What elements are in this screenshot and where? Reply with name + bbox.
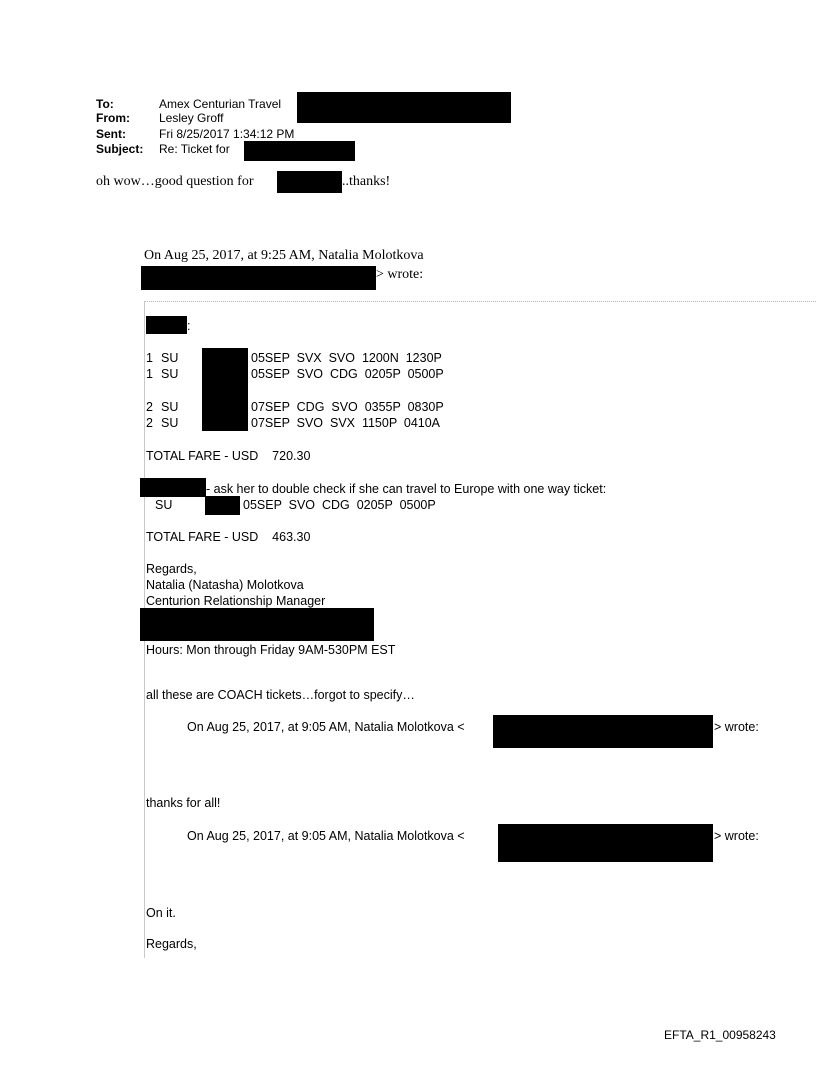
seg-carrier: SU	[161, 416, 179, 430]
note-text: - ask her to double check if she can travel to Europe with one way ticket:	[206, 482, 607, 496]
seg-details: 07SEP SVO SVX 1150P 0410A	[251, 416, 441, 430]
seg-details: 07SEP CDG SVO 0355P 0830P	[251, 400, 444, 414]
regards: Regards,	[146, 562, 197, 576]
nested-quote-suffix-1: > wrote:	[714, 720, 759, 734]
reply-text-after: ..thanks!	[342, 174, 391, 189]
subject-label: Subject:	[96, 142, 144, 156]
hours: Hours: Mon through Friday 9AM-530PM EST	[146, 643, 396, 657]
quote-divider	[144, 301, 816, 302]
seg-carrier: SU	[161, 351, 179, 365]
redaction-signature-contact	[140, 608, 374, 641]
seg-num: 2	[146, 400, 153, 414]
to-value: Amex Centurian Travel	[159, 97, 282, 111]
seg-carrier: SU	[161, 367, 179, 381]
seg-num: 2	[146, 416, 153, 430]
redaction-salutation	[146, 316, 187, 334]
redaction-note-name	[140, 478, 206, 497]
seg-carrier: SU	[161, 400, 179, 414]
thanks-line: thanks for all!	[146, 796, 221, 810]
signature-title: Centurion Relationship Manager	[146, 594, 326, 608]
nested-quote-header-2: On Aug 25, 2017, at 9:05 AM, Natalia Molotkova <	[187, 829, 465, 843]
seg-num: 1	[146, 351, 153, 365]
salutation-colon: :	[187, 319, 191, 333]
redaction-oneway-flight	[205, 496, 240, 515]
seg-details: 05SEP SVO CDG 0205P 0500P	[251, 367, 444, 381]
sent-label: Sent:	[96, 127, 126, 141]
redaction-subject	[244, 141, 355, 161]
redaction-nested-email-1	[493, 715, 713, 748]
redaction-to-email	[297, 92, 511, 123]
oneway-segment: 05SEP SVO CDG 0205P 0500P	[243, 498, 436, 512]
total-fare-oneway: TOTAL FARE - USD 463.30	[146, 530, 311, 544]
from-value: Lesley Groff	[159, 111, 224, 125]
redaction-reply-name	[277, 171, 342, 193]
bates-number: EFTA_R1_00958243	[664, 1028, 776, 1042]
redaction-flight-numbers	[202, 348, 248, 431]
nested-quote-header-1: On Aug 25, 2017, at 9:05 AM, Natalia Molotkova <	[187, 720, 465, 734]
nested-quote-suffix-2: > wrote:	[714, 829, 759, 843]
to-label: To:	[96, 97, 114, 111]
sent-value: Fri 8/25/2017 1:34:12 PM	[159, 127, 295, 141]
redaction-nested-email-2	[498, 824, 713, 862]
coach-note: all these are COACH tickets…forgot to specify…	[146, 688, 415, 702]
redaction-quoted-email	[141, 266, 376, 290]
subject-value: Re: Ticket for	[159, 142, 230, 156]
oneway-carrier: SU	[155, 498, 173, 512]
quoted-header-line2: > wrote:	[376, 267, 424, 282]
seg-num: 1	[146, 367, 153, 381]
signature-name: Natalia (Natasha) Molotkova	[146, 578, 304, 592]
quoted-header-line1: On Aug 25, 2017, at 9:25 AM, Natalia Molotkova	[144, 248, 424, 263]
seg-details: 05SEP SVX SVO 1200N 1230P	[251, 351, 442, 365]
total-fare-roundtrip: TOTAL FARE - USD 720.30	[146, 449, 311, 463]
reply-text-before: oh wow…good question for	[96, 174, 254, 189]
from-label: From:	[96, 111, 130, 125]
on-it-line: On it.	[146, 906, 176, 920]
regards-2: Regards,	[146, 937, 197, 951]
